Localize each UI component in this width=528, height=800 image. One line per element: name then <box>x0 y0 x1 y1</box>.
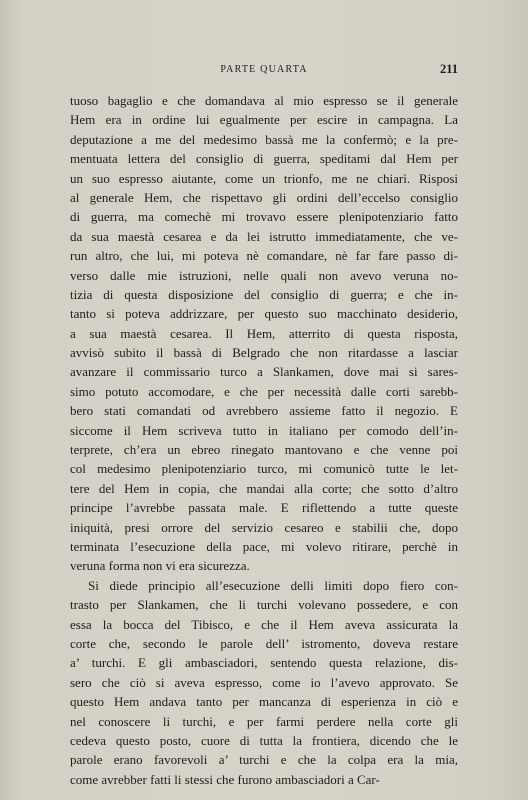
text-line: essa la bocca del Tibisco, e che il Hem aveva assicurata la <box>70 616 458 632</box>
text-line: parole erano favorevoli a’ turchi e che la colpa era la mia, <box>70 752 458 768</box>
text-line: col medesimo plenipotenziario turco, mi comunicò tutte le let- <box>70 461 458 477</box>
text-line: terminata l’esecuzione della pace, mi volevo ritirare, perchè in <box>70 538 458 554</box>
text-line: tuoso bagaglio e che domandava al mio espresso se il generale <box>70 93 458 108</box>
text-line: da sua maestà cesarea e da lei istrutto immediatamente, che ve- <box>70 228 458 244</box>
text-line: questo Hem andava tanto per mancanza di esperienza in ciò e <box>70 694 458 710</box>
text-line: nel conoscere li turchi, e per farmi perdere nella corte gli <box>70 713 458 729</box>
text-line: mentuata lettera del consiglio di guerra, speditami dal Hem per <box>70 151 458 167</box>
text-line: avvisò subito il bassà di Belgrado che non ritardasse a lasciar <box>70 345 458 361</box>
text-line: terprete, ch’era un ebreo rinegato mantovano e che venne poi <box>70 442 458 458</box>
page-header <box>70 62 458 78</box>
text-line: iniquità, presi orrore del servizio cesareo e stabilii che, dopo <box>70 519 458 535</box>
text-line: di guerra, ma comechè mi trovavo essere plenipotenziario fatto <box>70 209 458 225</box>
text-line: un suo espresso aiutante, come un trionfo, me ne chiarì. Risposi <box>70 170 458 186</box>
text-line: principe l’avrebbe passata male. E riflettendo a tutte queste <box>70 500 458 516</box>
text-line: a sua maestà cesarea. Il Hem, atterrito di questa risposta, <box>70 325 458 341</box>
text-line: sero che ciò si aveva espresso, come io l’avevo approvato. Se <box>70 674 458 690</box>
text-line: avanzare il commissario turco a Slankamen, dove mai si sares- <box>70 364 458 380</box>
text-line: veruna forma non vi era sicurezza. <box>70 558 250 574</box>
text-line: tere del Hem in copia, che mandai alla corte; che sotto d’altro <box>70 480 458 496</box>
text-line: verso dalle mie istruzioni, nelle quali non avevo veruna no- <box>70 267 458 283</box>
text-line: deputazione a me del medesimo bassà me la confermò; e la pre- <box>70 131 458 147</box>
text-line: cedeva questo posto, cuore di tutta la frontiera, dicendo che le <box>70 732 458 748</box>
text-line: siccome il Hem scriveva tutto in italiano per comodo dell’in- <box>70 422 458 438</box>
text-line: come avrebber fatti li stessi che furono ambasciadori a Car- <box>70 771 380 787</box>
text-line: bero stati comandati od avrebbero assieme fatto il negozio. E <box>70 403 458 419</box>
text-line: tizia di questa disposizione del consiglio di guerra; e che in- <box>70 286 458 302</box>
text-line: tanto si poteva addrizzare, per questo suo macchinato desiderio, <box>70 306 458 322</box>
text-line: a’ turchi. E gli ambasciadori, sentendo questa relazione, dis- <box>70 655 458 671</box>
running-head: PARTE QUARTA <box>220 64 308 75</box>
body-text <box>70 91 458 789</box>
text-line: run altro, che lui, mi poteva nè comandare, nè far fare passo di- <box>70 248 458 264</box>
text-line: Si diede principio all’esecuzione delli limiti dopo fiero con- <box>88 577 458 593</box>
text-line: al generale Hem, che rispettavo gli ordini dell’eccelso consiglio <box>70 189 458 205</box>
text-line: Hem era in ordine lui egualmente per escire in campagna. La <box>70 112 458 128</box>
page-number: 211 <box>439 62 458 76</box>
text-line: corte che, secondo le parole dell’ istromento, doveva restare <box>70 635 458 651</box>
text-line: trasto per Slankamen, che li turchi volevano possedere, e con <box>70 597 458 613</box>
text-line: simo potuto accomodare, e che per necessità dalle corti sarebb- <box>70 383 458 399</box>
